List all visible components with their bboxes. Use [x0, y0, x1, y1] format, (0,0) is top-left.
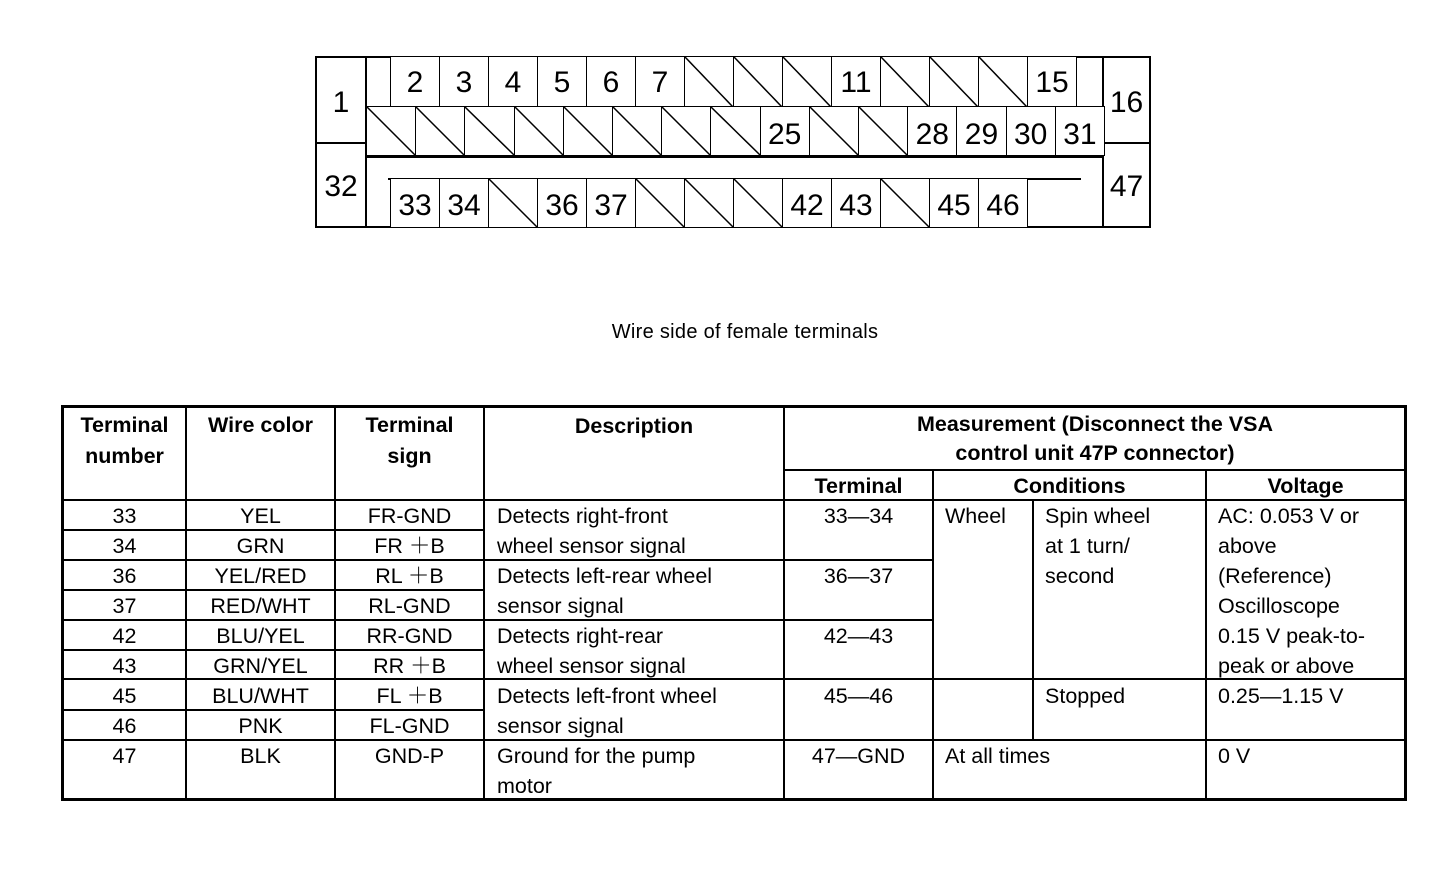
terminal-number-cell: 43 [112, 654, 137, 678]
terminal-sign-cell: RL-GND [368, 594, 451, 618]
wire-color-cell: RED/WHT [210, 594, 311, 618]
connector-pin [831, 178, 881, 228]
connector-pin [488, 56, 538, 108]
pin-number: 33 [398, 189, 432, 222]
pin-number: 2 [406, 66, 424, 99]
connector-pin-empty [635, 178, 685, 228]
description-cell: Detects right-front wheel sensor signal [497, 504, 686, 558]
terminal-number-cell: 37 [112, 594, 137, 618]
header-terminal: Terminal [814, 474, 903, 498]
connector-pin-empty [782, 56, 832, 108]
condition-stopped: Stopped [1045, 684, 1126, 708]
wire-color-cell: GRN/YEL [213, 654, 308, 678]
connector-pin [390, 178, 440, 228]
pin-number: 43 [839, 189, 873, 222]
measure-terminal-cell: 47—GND [811, 744, 906, 768]
pin-number: 3 [455, 66, 473, 99]
connector-pin [1055, 106, 1105, 156]
header-wire-color: Wire color [208, 413, 313, 437]
pin-number: 5 [553, 66, 571, 99]
connector-pin-empty [684, 56, 734, 108]
connector-pin [831, 56, 881, 108]
connector-pin-empty [415, 106, 465, 156]
pin-number: 28 [915, 118, 949, 151]
connector-pin [537, 56, 587, 108]
voltage-at-all-times: 0 V [1218, 744, 1251, 768]
pin-number: 6 [602, 66, 620, 99]
pin-number: 46 [986, 189, 1020, 222]
pin-32-label: 32 [324, 170, 358, 203]
wire-color-cell: YEL/RED [214, 564, 307, 588]
terminal-sign-cell: RR ＋B [373, 654, 446, 678]
connector-pin-empty [488, 178, 538, 228]
terminal-sign-cell: FR ＋B [374, 534, 445, 558]
header-description: Description [574, 414, 694, 438]
terminal-number-cell: 34 [112, 534, 137, 558]
connector-pin-empty [514, 106, 564, 156]
pin-number: 4 [504, 66, 522, 99]
pin-number: 36 [545, 189, 579, 222]
measure-terminal-cell: 42—43 [823, 624, 894, 648]
description-cell: Ground for the pump motor [497, 744, 696, 798]
connector-pin [1027, 56, 1077, 108]
description-cell: Detects left-rear wheel sensor signal [497, 564, 713, 618]
measure-terminal-cell: 45—46 [823, 684, 894, 708]
connector-pin [586, 56, 636, 108]
connector-pin [978, 178, 1028, 228]
pin-number: 42 [790, 189, 824, 222]
pin-16-label: 16 [1109, 86, 1144, 119]
connector-pin-empty [858, 106, 908, 156]
connector-pin-empty [464, 106, 514, 156]
connector-pin [635, 56, 685, 108]
terminal-number-cell: 45 [112, 684, 137, 708]
connector-pin [956, 106, 1006, 156]
connector-pin [439, 56, 489, 108]
measure-terminal-cell: 33—34 [823, 504, 894, 528]
terminal-number-cell: 47 [112, 744, 137, 768]
terminal-sign-cell: FL-GND [369, 714, 450, 738]
connector-pin-empty [612, 106, 662, 156]
terminal-number-cell: 42 [112, 624, 137, 648]
connector-diagram [0, 0, 1456, 240]
voltage-stopped: 0.25—1.15 V [1218, 684, 1344, 708]
connector-pin-empty [880, 56, 930, 108]
diagram-caption: Wire side of female terminals [611, 321, 879, 343]
wire-color-cell: BLK [240, 744, 281, 768]
connector-pin-empty [978, 56, 1028, 108]
wire-color-cell: PNK [238, 714, 283, 738]
pin-47-label: 47 [1109, 170, 1144, 203]
measure-terminal-cell: 36—37 [823, 564, 894, 588]
terminal-sign-cell: RL ＋B [375, 564, 444, 588]
pin-number: 31 [1063, 118, 1097, 151]
terminal-number-cell: 33 [112, 504, 137, 528]
connector-pin-empty [809, 106, 859, 156]
condition-spin-wheel: Spin wheel at 1 turn/ second [1045, 504, 1151, 588]
connector-pin-empty [366, 106, 416, 156]
pin-number: 11 [840, 66, 872, 99]
header-voltage: Voltage [1267, 474, 1344, 498]
wire-color-cell: YEL [240, 504, 281, 528]
header-terminal-sign: Terminal sign [365, 413, 454, 468]
connector-pin [439, 178, 489, 228]
connector-pin-empty [684, 178, 734, 228]
description-cell: Detects right-rear wheel sensor signal [497, 624, 686, 678]
condition-at-all-times: At all times [945, 744, 1051, 768]
terminal-number-cell: 36 [112, 564, 137, 588]
pin-number: 37 [594, 189, 628, 222]
connector-pin [390, 56, 440, 108]
connector-pin-empty [733, 178, 783, 228]
connector-pin [537, 178, 587, 228]
connector-pin [760, 106, 810, 156]
condition-wheel: Wheel [945, 504, 1006, 528]
connector-pin-empty [880, 178, 930, 228]
description-cell: Detects left-front wheel sensor signal [497, 684, 717, 738]
connector-pin [586, 178, 636, 228]
pin-number: 34 [447, 189, 481, 222]
pin-number: 45 [937, 189, 971, 222]
pin-number: 29 [964, 118, 999, 151]
header-terminal-number: Terminal number [80, 413, 169, 468]
connector-pin-empty [661, 106, 711, 156]
pin-number: 15 [1035, 66, 1069, 99]
pin-number: 30 [1014, 118, 1048, 151]
connector-pin [782, 178, 832, 228]
wire-color-cell: GRN [236, 534, 285, 558]
terminal-spec-table [61, 405, 1407, 801]
terminal-sign-cell: FR-GND [367, 504, 452, 528]
terminal-sign-cell: GND-P [374, 744, 445, 768]
connector-pin [907, 106, 957, 156]
connector-pin-empty [929, 56, 979, 108]
wire-color-cell: BLU/WHT [212, 684, 309, 708]
connector-pin [929, 178, 979, 228]
terminal-number-cell: 46 [112, 714, 137, 738]
pin-number: 25 [768, 118, 802, 151]
connector-pin-empty [563, 106, 613, 156]
pin-1-label: 1 [332, 86, 350, 119]
connector-pin-empty [733, 56, 783, 108]
wire-color-cell: BLU/YEL [216, 624, 305, 648]
connector-pin-empty [710, 106, 760, 156]
pin-number: 7 [651, 66, 669, 99]
header-measurement: Measurement (Disconnect the VSA control unit 47P connector) [916, 412, 1274, 465]
terminal-sign-cell: RR-GND [366, 624, 453, 648]
voltage-spin: AC: 0.053 V or above (Reference) Oscilloscope 0.15 V peak-to- peak or above [1218, 504, 1366, 678]
terminal-sign-cell: FL ＋B [376, 684, 443, 708]
header-conditions: Conditions [1013, 474, 1126, 498]
connector-pin [1006, 106, 1056, 156]
